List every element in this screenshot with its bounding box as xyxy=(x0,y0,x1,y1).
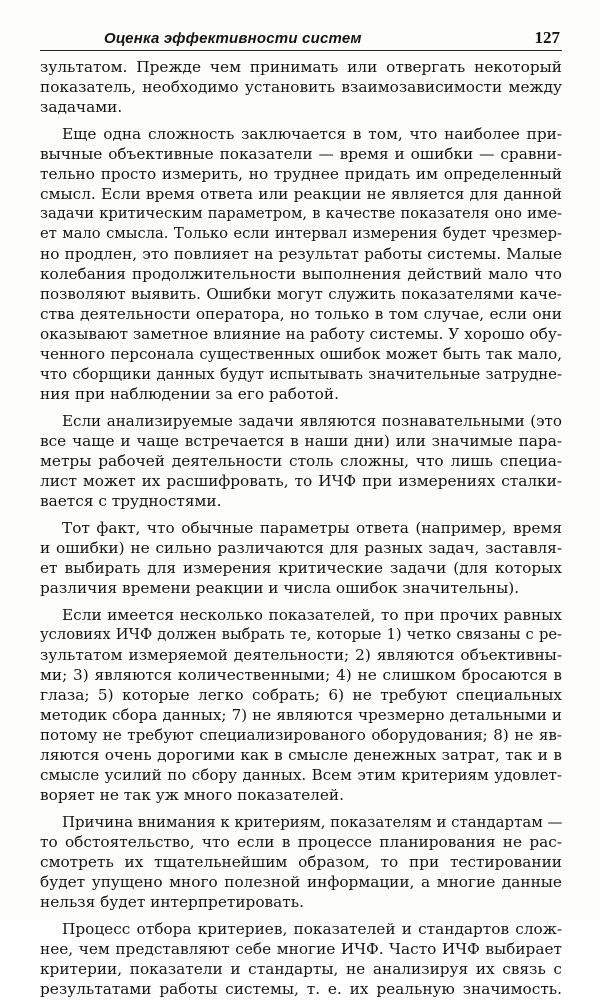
text-line: Тот факт, что обычные параметры ответа (например, время xyxy=(62,519,562,537)
paragraph-5 xyxy=(40,605,562,805)
text-line: и ошибки) не сильно различаются для разных задач, заставля- xyxy=(40,539,562,557)
paragraph-2 xyxy=(40,124,562,404)
text-line: Еще одна сложность заключается в том, что наиболее при- xyxy=(62,125,562,143)
text-line: результатами работы системы, т. е. их реальную значимость. xyxy=(40,980,562,998)
paragraph-7 xyxy=(40,919,562,999)
text-line: различия времени реакции и числа ошибок значительны). xyxy=(40,579,520,597)
text-line: нельзя будет интерпретировать. xyxy=(40,893,304,911)
text-line: оказывают заметное влияние на работу системы. У хорошо обу- xyxy=(40,325,562,343)
text-line: ляются очень дорогими как в смысле денежных затрат, так и в xyxy=(40,746,562,764)
text-line: будет упущено много полезной информации, а многие данные xyxy=(40,873,562,891)
text-line: ченного персонала существенных ошибок может быть так мало, xyxy=(40,345,562,363)
text-line: метры рабочей деятельности столь сложны, что лишь специа- xyxy=(40,452,562,470)
paragraph-6 xyxy=(40,812,562,912)
text-line: задачи критическим параметром, в качестве показателя оно име- xyxy=(40,205,562,222)
body-text xyxy=(40,57,562,1006)
text-line: что сборщики данных будут испытывать значительные затрудне- xyxy=(40,365,562,383)
text-line: зультатом. Прежде чем принимать или отвергать некоторый xyxy=(40,58,562,76)
text-line: критерии, показатели и стандарты, не анализируя их связь с xyxy=(40,960,562,978)
text-line: смотреть их тщательнейшим образом, то при тестировании xyxy=(40,853,562,871)
text-line: но продлен, это повлияет на результат работы системы. Малые xyxy=(40,245,562,263)
text-line: смысле усилий по сбору данных. Всем этим критериям удовлет- xyxy=(40,766,562,784)
text-line: вычные объективные показатели — время и ошибки — сравни- xyxy=(40,145,562,163)
page-number: 127 xyxy=(534,28,560,47)
text-line: задачами. xyxy=(40,98,123,116)
text-line: колебания продолжительности выполнения действий мало что xyxy=(40,265,562,283)
text-line: ния при наблюдении за его работой. xyxy=(40,385,339,403)
text-line: Если анализируемые задачи являются познавательными (это xyxy=(62,412,562,430)
text-line: тельно просто измерить, но труднее придать им определенный xyxy=(40,165,562,183)
text-line: ства деятельности оператора, но только в том случае, если они xyxy=(40,305,562,323)
paragraph-4 xyxy=(40,518,562,598)
text-line: смысл. Если время ответа или реакции не является для данной xyxy=(40,185,562,203)
text-line: ет выбирать для измерения критические задачи (для которых xyxy=(40,559,562,577)
text-line: нее, чем представляют себе многие ИЧФ. Часто ИЧФ выбирает xyxy=(40,940,562,958)
text-line: Процесс отбора критериев, показателей и стандартов слож- xyxy=(62,920,562,938)
text-line: ми; 3) являются количественными; 4) не слишком бросаются в xyxy=(40,666,562,684)
text-line: методик сбора данных; 7) не являются чрезмерно детальными и xyxy=(40,706,562,724)
text-line: зультатом измеряемой деятельности; 2) являются объективны- xyxy=(40,646,562,664)
text-line: то обстоятельство, что если в процессе планирования не рас- xyxy=(40,833,562,851)
text-line: все чаще и чаще встречается в наши дни) или значимые пара- xyxy=(40,432,562,450)
text-line: ет мало смысла. Только если интервал измерения будет чрезмер- xyxy=(40,225,562,242)
text-line: Причина внимания к критериям, показателям и стандартам — xyxy=(62,813,563,831)
text-line: позволяют выявить. Ошибки могут служить показателями каче- xyxy=(40,285,562,303)
paragraph-3 xyxy=(40,411,562,511)
text-line: воряет не так уж много показателей. xyxy=(40,786,344,804)
running-header xyxy=(40,26,562,51)
text-line: показатель, необходимо установить взаимозависимости между xyxy=(40,78,562,96)
text-line: потому не требуют специализированого оборудования; 8) не яв- xyxy=(40,726,562,744)
paragraph-1 xyxy=(40,57,562,117)
text-line: глаза; 5) которые легко собрать; 6) не требуют специальных xyxy=(40,686,562,704)
running-header-title: Оценка эффективности систем xyxy=(104,30,362,47)
text-line: лист может их расшифровать, то ИЧФ при измерениях сталки- xyxy=(40,472,562,490)
text-line: условиях ИЧФ должен выбрать те, которые 1) четко связаны с ре- xyxy=(40,626,562,643)
text-line: вается с трудностями. xyxy=(40,492,222,510)
text-line: Если имеется несколько показателей, то при прочих равных xyxy=(62,606,562,624)
